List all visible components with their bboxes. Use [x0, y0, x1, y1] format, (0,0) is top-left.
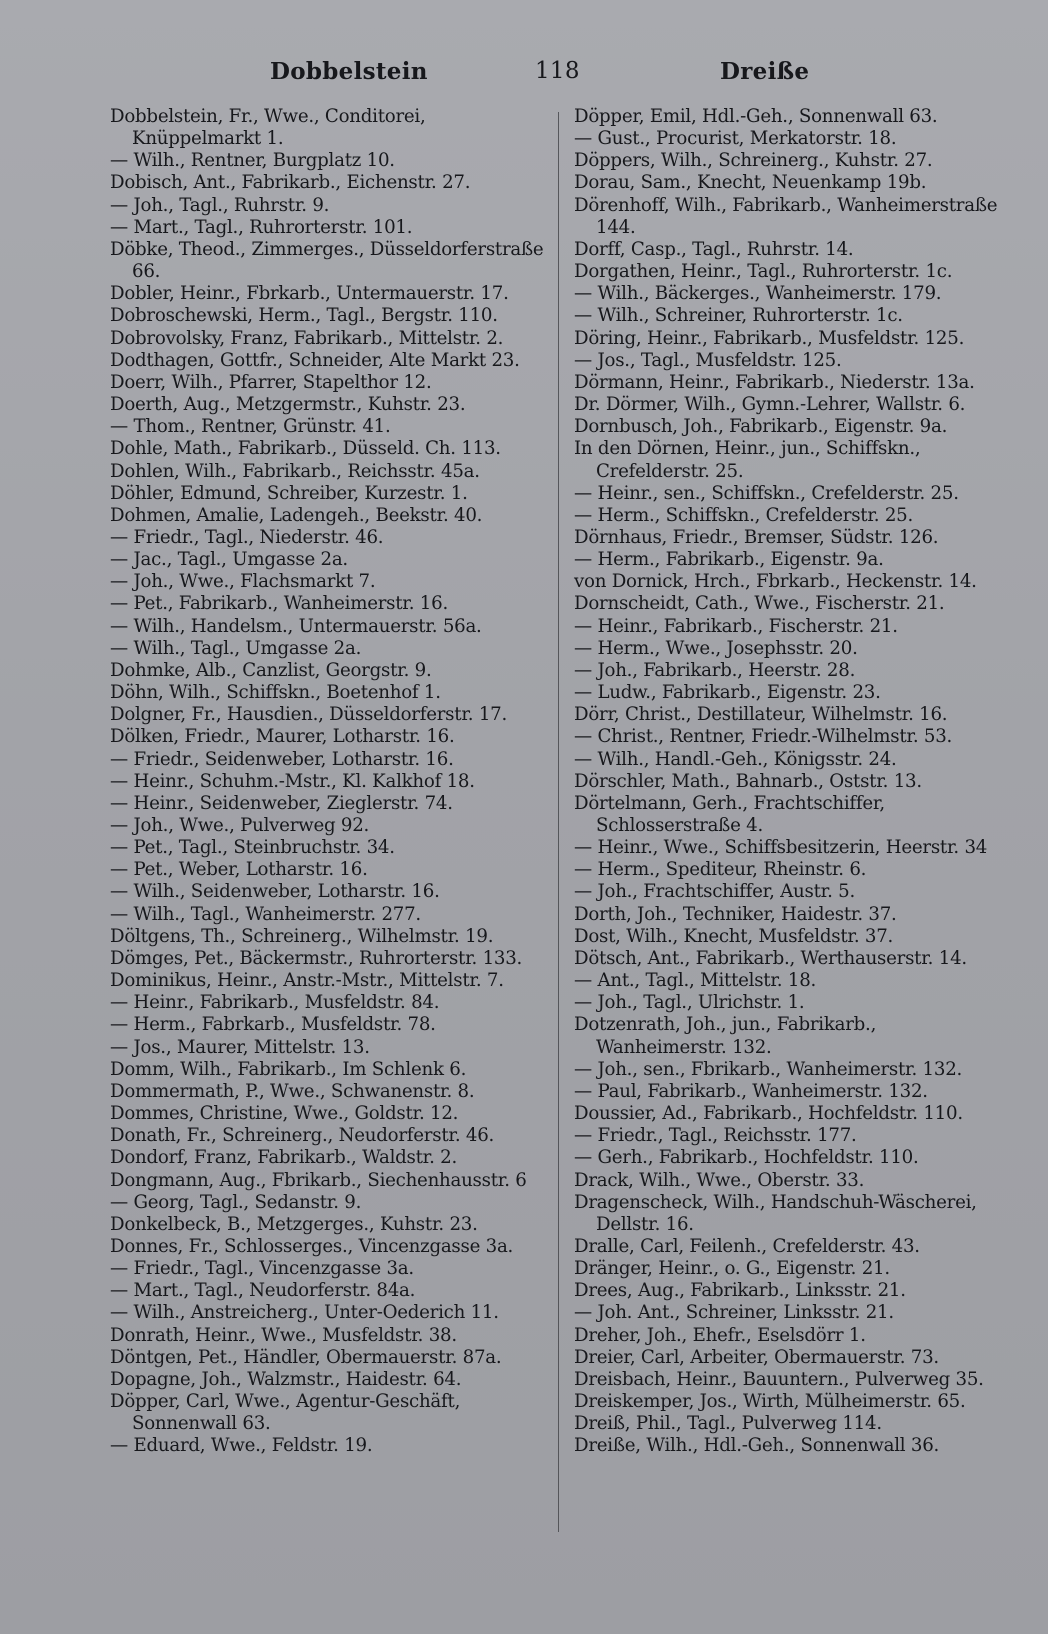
header-left-catchword: Dobbelstein	[270, 58, 428, 85]
directory-entry: — Jos., Maurer, Mittelstr. 13.	[110, 1036, 370, 1058]
directory-entry: Dohlen, Wilh., Fabrikarb., Reichsstr. 45a.	[110, 460, 480, 482]
directory-entry: Dodthagen, Gottfr., Schneider, Alte Markt 23.	[110, 349, 520, 371]
directory-entry: — Friedr., Tagl., Niederstr. 46.	[110, 526, 384, 548]
directory-entry: Dornscheidt, Cath., Wwe., Fischerstr. 21.	[574, 593, 945, 615]
directory-entry: — Wilh., Handl.-Geh., Königsstr. 24.	[574, 748, 897, 770]
directory-entry: Dolgner, Fr., Hausdien., Düsseldorferstr. 17.	[110, 704, 508, 726]
directory-entry: Döring, Heinr., Fabrikarb., Musfeldstr. 125.	[574, 327, 965, 349]
directory-entry: Dorff, Casp., Tagl., Ruhrstr. 14.	[574, 238, 854, 260]
directory-entry: Dobler, Heinr., Fbrkarb., Untermauerstr. 17.	[110, 283, 509, 305]
directory-entry: — Mart., Tagl., Neudorferstr. 84a.	[110, 1280, 416, 1302]
directory-entry: Dohmen, Amalie, Ladengeh., Beekstr. 40.	[110, 504, 483, 526]
directory-entry: Donnes, Fr., Schlosserges., Vincenzgasse 3a.	[110, 1235, 514, 1257]
directory-entry: — Ant., Tagl., Mittelstr. 18.	[574, 970, 817, 992]
directory-entry: — Heinr., sen., Schiffskn., Crefelderstr. 25.	[574, 482, 959, 504]
directory-entry: Dorth, Joh., Techniker, Haidestr. 37.	[574, 903, 897, 925]
directory-entry: Döntgen, Pet., Händler, Obermauerstr. 87a.	[110, 1346, 502, 1368]
directory-entry: — Gust., Procurist, Merkatorstr. 18.	[574, 128, 897, 150]
directory-entry: Dreiß, Phil., Tagl., Pulverweg 114.	[574, 1413, 882, 1435]
directory-entry: Donrath, Heinr., Wwe., Musfeldstr. 38.	[110, 1324, 457, 1346]
directory-entry: Domm, Wilh., Fabrikarb., Im Schlenk 6.	[110, 1058, 467, 1080]
directory-entry: Dreiße, Wilh., Hdl.-Geh., Sonnenwall 36.	[574, 1435, 940, 1457]
directory-entry: — Jos., Tagl., Musfeldstr. 125.	[574, 349, 842, 371]
directory-entry: — Friedr., Seidenweber, Lotharstr. 16.	[110, 748, 454, 770]
directory-entry: — Joh., Tagl., Ulrichstr. 1.	[574, 992, 805, 1014]
directory-entry: — Wilh., Tagl., Umgasse 2a.	[110, 637, 362, 659]
directory-entry: — Joh., Frachtschiffer, Austr. 5.	[574, 881, 856, 903]
directory-entry: Dobisch, Ant., Fabrikarb., Eichenstr. 27.	[110, 172, 471, 194]
directory-entry: Doussier, Ad., Fabrikarb., Hochfeldstr. 110.	[574, 1103, 963, 1125]
directory-entry: — Heinr., Seidenweber, Zieglerstr. 74.	[110, 792, 453, 814]
directory-entry: von Dornick, Hrch., Fbrkarb., Heckenstr. 14.	[574, 571, 977, 593]
directory-entry: Dötsch, Ant., Fabrikarb., Werthauserstr. 14.	[574, 947, 967, 969]
directory-entry: Doerr, Wilh., Pfarrer, Stapelthor 12.	[110, 371, 432, 393]
directory-entry: — Pet., Tagl., Steinbruchstr. 34.	[110, 837, 395, 859]
directory-entry: Dränger, Heinr., o. G., Eigenstr. 21.	[574, 1258, 890, 1280]
right-column	[574, 106, 1011, 1458]
directory-entry: — Joh., Wwe., Flachsmarkt 7.	[110, 571, 376, 593]
directory-entry: — Wilh., Handelsm., Untermauerstr. 56a.	[110, 615, 482, 637]
directory-entry: — Herm., Fabrkarb., Musfeldstr. 78.	[110, 1014, 436, 1036]
directory-entry: — Heinr., Fabrikarb., Fischerstr. 21.	[574, 615, 898, 637]
directory-entry: Drack, Wilh., Wwe., Oberstr. 33.	[574, 1169, 865, 1191]
directory-entry: Dotzenrath, Joh., jun., Fabrikarb., Wanheimerstr. 132.	[574, 1014, 877, 1058]
directory-entry: — Joh., sen., Fbrikarb., Wanheimerstr. 132.	[574, 1058, 963, 1080]
directory-entry: — Herm., Schiffskn., Crefelderstr. 25.	[574, 504, 914, 526]
directory-entry: Döhler, Edmund, Schreiber, Kurzestr. 1.	[110, 482, 468, 504]
directory-entry: Donkelbeck, B., Metzgerges., Kuhstr. 23.	[110, 1213, 478, 1235]
directory-entry: — Ludw., Fabrikarb., Eigenstr. 23.	[574, 682, 881, 704]
directory-entry: Dölken, Friedr., Maurer, Lotharstr. 16.	[110, 726, 455, 748]
directory-entry: Doerth, Aug., Metzgermstr., Kuhstr. 23.	[110, 394, 466, 416]
directory-entry: — Georg, Tagl., Sedanstr. 9.	[110, 1191, 362, 1213]
directory-entry: Döppers, Wilh., Schreinerg., Kuhstr. 27.	[574, 150, 933, 172]
directory-entry: — Joh., Tagl., Ruhrstr. 9.	[110, 194, 330, 216]
directory-entry: Dobroschewski, Herm., Tagl., Bergstr. 110.	[110, 305, 498, 327]
directory-entry: Döpper, Emil, Hdl.-Geh., Sonnenwall 63.	[574, 106, 938, 127]
directory-entry: Dreiskemper, Jos., Wirth, Mülheimerstr. 65.	[574, 1391, 966, 1413]
directory-entry: — Heinr., Wwe., Schiffsbesitzerin, Heerstr. 34	[574, 837, 988, 859]
directory-entry: Dragenscheck, Wilh., Handschuh-Wäscherei, Dellstr. 16.	[574, 1191, 977, 1235]
directory-entry: — Heinr., Schuhm.-Mstr., Kl. Kalkhof 18.	[110, 770, 475, 792]
directory-entry: — Paul, Fabrikarb., Wanheimerstr. 132.	[574, 1080, 928, 1102]
directory-entry: Döbke, Theod., Zimmerges., Düsseldorferstraße 66.	[110, 238, 544, 283]
directory-entry: — Wilh., Tagl., Wanheimerstr. 277.	[110, 903, 421, 925]
directory-entry: — Wilh., Bäckerges., Wanheimerstr. 179.	[574, 283, 942, 305]
directory-entry: Dornbusch, Joh., Fabrikarb., Eigenstr. 9a.	[574, 416, 948, 438]
page-header	[110, 58, 1000, 98]
directory-entry: Dreier, Carl, Arbeiter, Obermauerstr. 73.	[574, 1346, 939, 1368]
page-number: 118	[535, 58, 580, 84]
directory-entry: — Heinr., Fabrikarb., Musfeldstr. 84.	[110, 992, 440, 1014]
directory-entry: — Wilh., Anstreicherg., Unter-Oederich 11.	[110, 1302, 499, 1324]
directory-entry: Dondorf, Franz, Fabrikarb., Waldstr. 2.	[110, 1147, 458, 1169]
directory-entry: — Eduard, Wwe., Feldstr. 19.	[110, 1435, 373, 1457]
directory-entry: — Joh., Fabrikarb., Heerstr. 28.	[574, 659, 856, 681]
directory-entry: Dörmann, Heinr., Fabrikarb., Niederstr. 13a.	[574, 371, 975, 393]
directory-entry: — Pet., Fabrikarb., Wanheimerstr. 16.	[110, 593, 448, 615]
directory-entry: Dopagne, Joh., Walzmstr., Haidestr. 64.	[110, 1368, 462, 1390]
directory-entry: — Christ., Rentner, Friedr.-Wilhelmstr. 53.	[574, 726, 953, 748]
directory-entry: Donath, Fr., Schreinerg., Neudorferstr. 46.	[110, 1125, 495, 1147]
column-divider	[558, 112, 559, 1532]
directory-entry: — Friedr., Tagl., Vincenzgasse 3a.	[110, 1258, 414, 1280]
directory-entry: Dobrovolsky, Franz, Fabrikarb., Mittelstr. 2.	[110, 327, 504, 349]
directory-entry: Dohle, Math., Fabrikarb., Düsseld. Ch. 113.	[110, 438, 501, 460]
directory-entry: Dobbelstein, Fr., Wwe., Conditorei, Knüppelmarkt 1.	[110, 106, 426, 150]
directory-entry: Dralle, Carl, Feilenh., Crefelderstr. 43.	[574, 1235, 920, 1257]
directory-entry: — Joh., Wwe., Pulverweg 92.	[110, 815, 370, 836]
header-right-catchword: Dreiße	[720, 58, 810, 85]
directory-entry: — Jac., Tagl., Umgasse 2a.	[110, 549, 348, 571]
directory-entry: — Wilh., Seidenweber, Lotharstr. 16.	[110, 881, 440, 903]
directory-entry: Dörschler, Math., Bahnarb., Oststr. 13.	[574, 770, 922, 792]
directory-entry: In den Dörnen, Heinr., jun., Schiffskn., Crefelderstr. 25.	[574, 438, 921, 482]
directory-entry: Dommermath, P., Wwe., Schwanenstr. 8.	[110, 1080, 475, 1102]
directory-entry: — Joh. Ant., Schreiner, Linksstr. 21.	[574, 1302, 894, 1324]
directory-entry: Dörenhoff, Wilh., Fabrikarb., Wanheimerstraße 144.	[574, 194, 998, 238]
directory-entry: — Herm., Wwe., Josephsstr. 20.	[574, 637, 858, 659]
directory-entry: Döltgens, Th., Schreinerg., Wilhelmstr. 19.	[110, 925, 494, 947]
directory-entry: Dohmke, Alb., Canzlist, Georgstr. 9.	[110, 659, 432, 681]
directory-entry: Döhn, Wilh., Schiffskn., Boetenhof 1.	[110, 682, 441, 704]
directory-entry: Dömges, Pet., Bäckermstr., Ruhrorterstr. 133.	[110, 947, 523, 969]
directory-entry: Dost, Wilh., Knecht, Musfeldstr. 37.	[574, 925, 894, 947]
directory-entry: Dongmann, Aug., Fbrikarb., Siechenhausstr. 6	[110, 1169, 527, 1191]
directory-entry: Dr. Dörmer, Wilh., Gymn.-Lehrer, Wallstr. 6.	[574, 394, 966, 416]
directory-entry: — Mart., Tagl., Ruhrorterstr. 101.	[110, 216, 413, 238]
directory-entry: — Wilh., Schreiner, Ruhrorterstr. 1c.	[574, 305, 903, 327]
directory-entry: — Pet., Weber, Lotharstr. 16.	[110, 859, 368, 881]
directory-entry: Dominikus, Heinr., Anstr.-Mstr., Mittelstr. 7.	[110, 970, 504, 992]
directory-entry: Dorau, Sam., Knecht, Neuenkamp 19b.	[574, 172, 927, 194]
directory-entry: — Gerh., Fabrikarb., Hochfeldstr. 110.	[574, 1147, 919, 1169]
directory-entry: Döpper, Carl, Wwe., Agentur-Geschäft, Sonnenwall 63.	[110, 1391, 461, 1435]
directory-entry: Dommes, Christine, Wwe., Goldstr. 12.	[110, 1103, 459, 1125]
directory-entry: Drees, Aug., Fabrikarb., Linksstr. 21.	[574, 1280, 906, 1302]
directory-entry: — Thom., Rentner, Grünstr. 41.	[110, 416, 391, 438]
directory-entry: Dörr, Christ., Destillateur, Wilhelmstr. 16.	[574, 704, 948, 726]
directory-entry: Dörnhaus, Friedr., Bremser, Südstr. 126.	[574, 526, 939, 548]
directory-entry: — Herm., Spediteur, Rheinstr. 6.	[574, 859, 867, 881]
directory-entry: Dreisbach, Heinr., Bauuntern., Pulverweg 35.	[574, 1368, 984, 1390]
directory-entry: Dreher, Joh., Ehefr., Eselsdörr 1.	[574, 1324, 866, 1346]
directory-entry: Dörtelmann, Gerh., Frachtschiffer, Schlosserstraße 4.	[574, 792, 885, 836]
left-column	[110, 106, 547, 1458]
directory-entry: Dorgathen, Heinr., Tagl., Ruhrorterstr. 1c.	[574, 261, 953, 283]
directory-entry: — Friedr., Tagl., Reichsstr. 177.	[574, 1125, 857, 1147]
directory-entry: — Wilh., Rentner, Burgplatz 10.	[110, 150, 395, 172]
directory-entry: — Herm., Fabrikarb., Eigenstr. 9a.	[574, 549, 884, 571]
